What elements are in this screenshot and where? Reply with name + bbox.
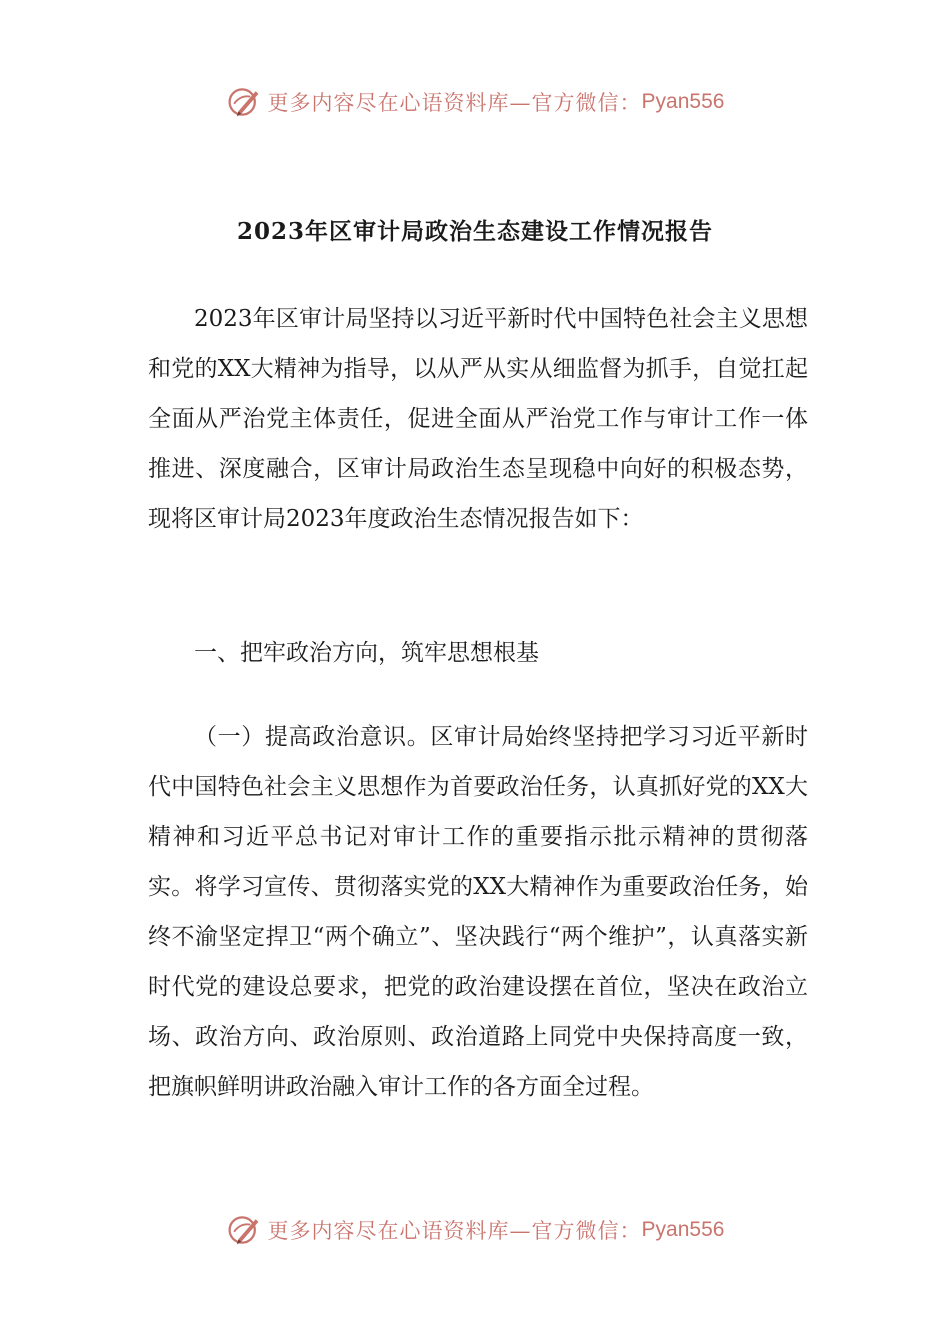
banner-wechat-id: Pyan556 — [641, 1218, 725, 1241]
banner-wechat-id: Pyan556 — [641, 90, 725, 113]
pen-logo-icon — [226, 1212, 262, 1248]
section-paragraph: （一）提高政治意识。区审计局始终坚持把学习习近平新时代中国特色社会主义思想作为首要政治任务，认真抓好党的XX大精神和习近平总书记对审计工作的重要指示批示精神的贯彻落实。将学习宣传、贯彻落实党的XX大精神作为重要政治任务，始终不渝坚定捍卫“两个确立”、坚决践行“两个维护”，认真落实新时代党的建设总要求，把党的政治建设摆在首位，坚决在政治立场、政治方向、政治原则、政治道路上同党中央保持高度一致，把旗帜鲜明讲政治融入审计工作的各方面全过程。 — [148, 724, 808, 1100]
banner-text: 更多内容尽在心语资料库—官方微信： — [267, 91, 642, 115]
intro-paragraph: 2023年区审计局坚持以习近平新时代中国特色社会主义思想和党的XX大精神为指导，以从严从实从细监督为抓手，自觉扛起全面从严治党主体责任，促进全面从严治党工作与审计工作一体推进、深度融合，区审计局政治生态呈现稳中向好的积极态势，现将区审计局2023年度政治生态情况报告如下： — [148, 306, 808, 532]
footer-watermark-banner — [0, 1210, 950, 1250]
section-heading: 一、把牢政治方向，筑牢思想根基 — [194, 640, 539, 666]
document-title: 2023年区审计局政治生态建设工作情况报告 — [236, 218, 713, 245]
pen-logo-icon — [226, 84, 262, 120]
header-watermark-banner — [0, 82, 950, 122]
banner-text: 更多内容尽在心语资料库—官方微信： — [267, 1219, 642, 1243]
